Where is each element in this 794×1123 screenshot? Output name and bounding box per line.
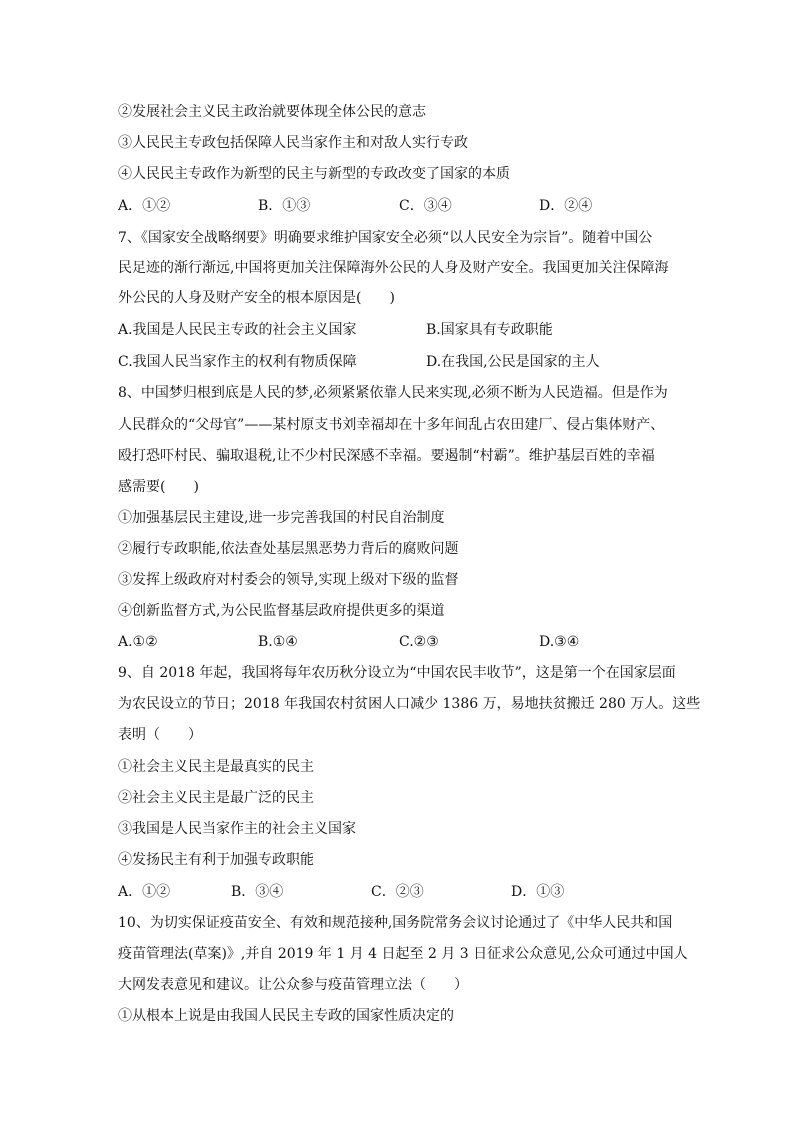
q8-statement-4: ④创新监督方式,为公民监督基层政府提供更多的渠道 xyxy=(118,603,445,619)
q6-option-a: A．①② xyxy=(118,198,171,214)
q8-option-d: D.③④ xyxy=(539,634,580,650)
q8-options xyxy=(118,632,678,652)
q6-statement-4: ④人民民主专政作为新型的民主与新型的专政改变了国家的本质 xyxy=(118,166,510,182)
q6-option-d: D．②④ xyxy=(539,198,593,214)
q8-option-c: C.②③ xyxy=(399,634,439,650)
q9-stem-line-1: 9、自 2018 年起，我国将每年农历秋分设立为“中国农民丰收节”，这是第一个在国家层面 xyxy=(118,665,676,681)
q8-option-a: A.①② xyxy=(118,634,158,650)
q6-option-b: B．①③ xyxy=(258,198,311,214)
q9-option-a: A．①② xyxy=(118,884,171,900)
q7-option-d: D.在我国,公民是国家的主人 xyxy=(426,354,600,370)
q9-stem-line-3: 表明（ ） xyxy=(118,727,202,743)
q9-statement-2: ②社会主义民主是最广泛的民主 xyxy=(118,790,314,806)
q9-options xyxy=(118,882,678,902)
q7-stem-line-1: 7、《国家安全战略纲要》明确要求维护国家安全必须“以人民安全为宗旨”。随着中国公 xyxy=(118,230,653,246)
q7-options-row-1 xyxy=(118,320,678,340)
q7-stem-line-3: 外公民的人身及财产安全的根本原因是( ) xyxy=(118,290,395,306)
q6-statement-2: ②发展社会主义民主政治就要体现全体公民的意志 xyxy=(118,104,426,120)
q8-option-b: B.①④ xyxy=(258,634,298,650)
q8-stem-line-2: 人民群众的“父母官”——某村原支书刘幸福却在十多年间乱占农田建厂、侵占集体财产、 xyxy=(118,417,665,433)
q6-option-c: C．③④ xyxy=(399,198,452,214)
q7-option-b: B.国家具有专政职能 xyxy=(426,322,553,338)
q7-options-row-2 xyxy=(118,352,678,372)
q8-stem-line-3: 殴打恐吓村民、骗取退税,让不少村民深感不幸福。要遏制“村霸”。维护基层百姓的幸福 xyxy=(118,448,655,464)
q8-stem-line-4: 感需要( ) xyxy=(118,479,199,495)
q9-option-b: B．③④ xyxy=(231,884,284,900)
q6-options xyxy=(118,196,678,216)
q8-statement-2: ②履行专政职能,依法查处基层黑恶势力背后的腐败问题 xyxy=(118,541,459,557)
q8-statement-3: ③发挥上级政府对村委会的领导,实现上级对下级的监督 xyxy=(118,572,459,588)
q9-stem-line-2: 为农民设立的节日；2018 年我国农村贫困人口减少 1386 万，易地扶贫搬迁 280 万人。这些 xyxy=(118,696,701,712)
q10-stem-line-3: 大网发表意见和建议。让公众参与疫苗管理立法（ ） xyxy=(118,977,468,993)
q8-statement-1: ①加强基层民主建设,进一步完善我国的村民自治制度 xyxy=(118,510,445,526)
q9-statement-4: ④发扬民主有利于加强专政职能 xyxy=(118,852,314,868)
q9-option-c: C．②③ xyxy=(371,884,424,900)
q9-option-d: D．①③ xyxy=(511,884,565,900)
q6-statement-3: ③人民民主专政包括保障人民当家作主和对敌人实行专政 xyxy=(118,135,468,151)
q8-stem-line-1: 8、中国梦归根到底是人民的梦,必须紧紧依靠人民来实现,必须不断为人民造福。但是作为 xyxy=(118,385,668,401)
q9-statement-3: ③我国是人民当家作主的社会主义国家 xyxy=(118,821,356,837)
q7-stem-line-2: 民足迹的渐行渐远,中国将更加关注保障海外公民的人身及财产安全。我国更加关注保障海 xyxy=(118,260,669,276)
q10-stem-line-2: 疫苗管理法(草案)》,并自 2019 年 1 月 4 日起至 2 月 3 日征求公众意见,公众可通过中国人 xyxy=(118,946,688,962)
q10-statement-1: ①从根本上说是由我国人民民主专政的国家性质决定的 xyxy=(118,1008,454,1024)
q10-stem-line-1: 10、为切实保证疫苗安全、有效和规范接种,国务院常务会议讨论通过了《中华人民共和国 xyxy=(118,915,673,931)
q9-statement-1: ①社会主义民主是最真实的民主 xyxy=(118,759,314,775)
q7-option-c: C.我国人民当家作主的权利有物质保障 xyxy=(118,354,357,370)
q7-option-a: A.我国是人民民主专政的社会主义国家 xyxy=(118,322,357,338)
